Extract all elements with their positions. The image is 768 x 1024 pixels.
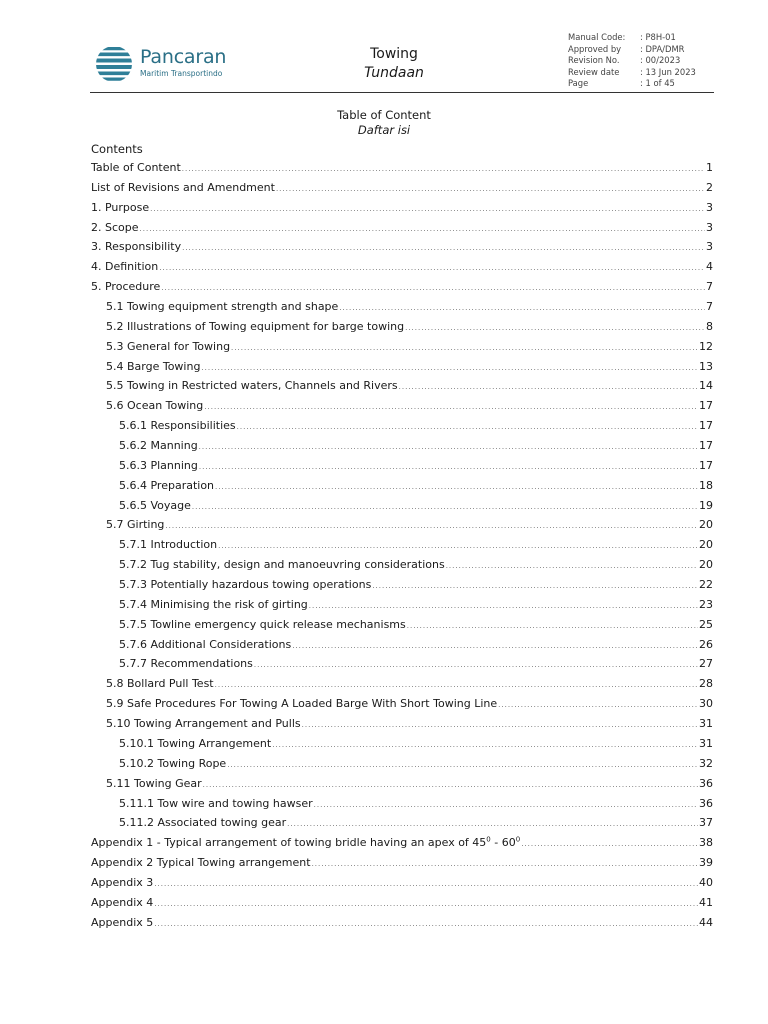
- toc-entry-text: 5.4 Barge Towing: [106, 359, 201, 373]
- toc-entry-text: 5.11.1 Tow wire and towing hawser: [119, 796, 313, 810]
- toc-entry-text: 5.7.2 Tug stability, design and manoeuvring considerations: [119, 558, 445, 572]
- toc-page-number: 17: [699, 439, 713, 453]
- toc-entry-text: 5.2 Illustrations of Towing equipment for barge towing: [106, 319, 405, 333]
- meta-value: : 13 Jun 2023: [640, 66, 696, 77]
- toc-entry[interactable]: [91, 317, 713, 337]
- toc-entry[interactable]: [91, 237, 713, 257]
- toc-entry[interactable]: [91, 416, 713, 436]
- toc-dot-leader: [399, 378, 698, 398]
- toc-heading: [0, 108, 768, 138]
- toc-page-number: 20: [699, 518, 713, 532]
- toc-dot-leader: [227, 756, 698, 776]
- toc-entry-text: 5.6.4 Preparation: [119, 478, 215, 492]
- toc-dot-leader: [154, 915, 698, 935]
- toc-dot-leader: [199, 458, 698, 478]
- toc-entry-text: 5.10.1 Towing Arrangement: [119, 736, 272, 750]
- toc-entry[interactable]: [91, 535, 713, 555]
- toc-page-number: 31: [699, 717, 713, 731]
- toc-page-number: 44: [699, 915, 713, 929]
- toc-entry[interactable]: [91, 774, 713, 794]
- toc-dot-leader: [199, 438, 698, 458]
- toc-entry[interactable]: [91, 654, 713, 674]
- toc-entry-text: 5.6.3 Planning: [119, 458, 198, 472]
- toc-dot-leader: [182, 239, 705, 259]
- toc-entry[interactable]: [91, 794, 713, 814]
- toc-page-number: 2: [706, 180, 713, 194]
- toc-entry[interactable]: [91, 178, 713, 198]
- toc-entry-text: 2. Scope: [91, 220, 139, 234]
- globe-icon: [94, 44, 134, 84]
- toc-entry-text: 5.6 Ocean Towing: [106, 399, 204, 413]
- toc-page-number: 1: [706, 161, 713, 174]
- toc-page-number: 38: [699, 836, 713, 850]
- toc-dot-leader: [140, 220, 705, 240]
- toc-entry[interactable]: [91, 813, 713, 833]
- toc-dot-leader: [231, 339, 698, 359]
- toc-entry[interactable]: [91, 674, 713, 694]
- toc-page-number: 17: [699, 399, 713, 413]
- toc-dot-leader: [292, 637, 698, 657]
- toc-page-number: 12: [699, 339, 713, 353]
- meta-value: : DPA/DMR: [640, 43, 685, 54]
- toc-entry[interactable]: [91, 714, 713, 734]
- toc-entry-text: 5.7.1 Introduction: [119, 538, 218, 552]
- toc-page-number: 37: [699, 816, 713, 830]
- toc-dot-leader: [405, 319, 705, 339]
- toc-entry-text: Appendix 1 - Typical arrangement of towing bridle having an apex of $45^0 - 60^0$: [91, 835, 521, 850]
- toc-entry[interactable]: [91, 456, 713, 476]
- toc-heading-title: Table of Content: [337, 108, 431, 122]
- toc-entry[interactable]: [91, 277, 713, 297]
- toc-page-number: 17: [699, 458, 713, 472]
- toc-entry[interactable]: [91, 635, 713, 655]
- toc-page-number: 40: [699, 875, 713, 889]
- meta-row: [568, 32, 696, 44]
- toc-dot-leader: [154, 875, 698, 895]
- toc-page-number: 19: [699, 498, 713, 512]
- meta-row: [568, 44, 696, 56]
- toc-page-number: 27: [699, 657, 713, 671]
- toc-dot-leader: [498, 696, 698, 716]
- toc-entry[interactable]: [91, 436, 713, 456]
- toc-page-number: 20: [699, 538, 713, 552]
- toc-page-number: 31: [699, 736, 713, 750]
- meta-value: : 1 of 45: [640, 78, 675, 88]
- meta-row: [568, 78, 696, 90]
- toc-page-number: 3: [706, 200, 713, 214]
- toc-entry-text: Appendix 4: [91, 895, 154, 909]
- toc-entry[interactable]: [91, 595, 713, 615]
- toc-page-number: 3: [706, 240, 713, 254]
- toc-dot-leader: [314, 796, 698, 816]
- toc-entry[interactable]: [91, 396, 713, 416]
- toc-page-number: 32: [699, 756, 713, 770]
- meta-row: [568, 67, 696, 79]
- toc-entry[interactable]: [91, 257, 713, 277]
- toc-entry[interactable]: [91, 476, 713, 496]
- toc-page-number: 8: [706, 319, 713, 333]
- contents-label: Contents: [91, 142, 143, 156]
- toc-entry-text: 5.1 Towing equipment strength and shape: [106, 300, 339, 314]
- toc-entry-text: 5.11 Towing Gear: [106, 776, 202, 790]
- meta-label: Review date: [568, 66, 620, 77]
- toc-dot-leader: [204, 398, 698, 418]
- toc-page-number: 17: [699, 419, 713, 433]
- toc-page-number: 18: [699, 478, 713, 492]
- toc-entry[interactable]: [91, 218, 713, 238]
- toc-entry[interactable]: [91, 615, 713, 635]
- toc-entry-text: List of Revisions and Amendment: [91, 180, 275, 194]
- toc-page-number: 7: [706, 300, 713, 314]
- table-of-contents: [91, 158, 713, 933]
- toc-dot-leader: [165, 517, 698, 537]
- toc-entry-text: 5.7.5 Towline emergency quick release mechanisms: [119, 617, 406, 631]
- toc-entry[interactable]: [91, 357, 713, 377]
- toc-page-number: 39: [699, 856, 713, 870]
- meta-label: Page: [568, 78, 589, 88]
- toc-entry[interactable]: [91, 496, 713, 516]
- document-title: Towing: [370, 46, 418, 62]
- document-subtitle: Tundaan: [364, 65, 424, 81]
- toc-dot-leader: [272, 736, 698, 756]
- toc-entry-text: 5.5 Towing in Restricted waters, Channels and Rivers: [106, 379, 398, 393]
- toc-page-number: 41: [699, 895, 713, 909]
- toc-entry[interactable]: [91, 555, 713, 575]
- toc-entry-text: 5.8 Bollard Pull Test: [106, 677, 214, 691]
- toc-page-number: 14: [699, 379, 713, 393]
- document-header: [90, 30, 714, 92]
- toc-entry-text: 5.9 Safe Procedures For Towing A Loaded Barge With Short Towing Line: [106, 697, 498, 711]
- toc-page-number: 22: [699, 578, 713, 592]
- toc-entry-text: 5.7.3 Potentially hazardous towing operations: [119, 578, 372, 592]
- toc-entry[interactable]: [91, 853, 713, 873]
- logo-name: Pancaran: [140, 46, 227, 68]
- toc-dot-leader: [372, 577, 698, 597]
- document-meta: [568, 32, 696, 90]
- toc-page-number: 3: [706, 220, 713, 234]
- toc-dot-leader: [302, 716, 698, 736]
- toc-entry-text: Appendix 2 Typical Towing arrangement: [91, 856, 311, 870]
- toc-entry[interactable]: [91, 297, 713, 317]
- toc-entry[interactable]: [91, 515, 713, 535]
- meta-label: Revision No.: [568, 55, 620, 65]
- toc-dot-leader: [215, 478, 698, 498]
- toc-entry-text: 5.7.6 Additional Considerations: [119, 637, 292, 651]
- toc-dot-leader: [192, 498, 698, 518]
- toc-entry[interactable]: [91, 873, 713, 893]
- toc-entry[interactable]: [91, 694, 713, 714]
- toc-entry[interactable]: [91, 913, 713, 933]
- toc-entry-text: Table of Content: [91, 161, 181, 174]
- meta-row: [568, 55, 696, 67]
- toc-page-number: 23: [699, 597, 713, 611]
- meta-value: : P8H-01: [640, 32, 676, 42]
- toc-entry-text: 5.10.2 Towing Rope: [119, 756, 227, 770]
- toc-dot-leader: [312, 855, 698, 875]
- toc-entry-text: 5.10 Towing Arrangement and Pulls: [106, 717, 301, 731]
- toc-page-number: 4: [706, 260, 713, 274]
- toc-entry[interactable]: [91, 893, 713, 913]
- toc-entry[interactable]: [91, 198, 713, 218]
- toc-entry[interactable]: [91, 337, 713, 357]
- document-title-block: [334, 44, 454, 82]
- toc-entry-text: 5.7.7 Recommendations: [119, 657, 253, 671]
- company-logo: [94, 44, 234, 84]
- toc-page-number: 7: [706, 280, 713, 294]
- toc-entry-text: 5. Procedure: [91, 280, 161, 294]
- meta-label: Approved by: [568, 43, 622, 54]
- toc-page-number: 28: [699, 677, 713, 691]
- toc-page-number: 13: [699, 359, 713, 373]
- toc-entry-text: 5.6.1 Responsibilities: [119, 419, 236, 433]
- toc-page-number: 36: [699, 796, 713, 810]
- toc-entry[interactable]: [91, 376, 713, 396]
- toc-dot-leader: [150, 200, 705, 220]
- toc-heading-subtitle: Daftar isi: [357, 123, 411, 137]
- toc-dot-leader: [521, 835, 698, 855]
- toc-dot-leader: [159, 259, 705, 279]
- toc-entry[interactable]: [91, 833, 713, 853]
- toc-entry-text: 4. Definition: [91, 260, 159, 274]
- toc-entry[interactable]: [91, 754, 713, 774]
- toc-entry-text: Appendix 5: [91, 915, 154, 929]
- toc-entry-text: 5.6.5 Voyage: [119, 498, 191, 512]
- toc-page-number: 36: [699, 776, 713, 790]
- meta-value: : 00/2023: [640, 55, 681, 65]
- toc-entry-text: 5.7 Girting: [106, 518, 165, 532]
- toc-entry-text: 5.11.2 Associated towing gear: [119, 816, 287, 830]
- toc-page-number: 20: [699, 558, 713, 572]
- toc-entry[interactable]: [91, 158, 713, 178]
- toc-page-number: 25: [699, 617, 713, 631]
- meta-label: Manual Code:: [568, 32, 626, 42]
- toc-page-number: 26: [699, 637, 713, 651]
- toc-dot-leader: [254, 656, 698, 676]
- logo-subtitle: Maritim Transportindo: [140, 69, 223, 78]
- toc-dot-leader: [276, 180, 705, 200]
- toc-dot-leader: [446, 557, 698, 577]
- toc-entry-text: 1. Purpose: [91, 200, 150, 214]
- toc-entry-text: 5.6.2 Manning: [119, 439, 198, 453]
- toc-entry-text: Appendix 3: [91, 875, 154, 889]
- toc-entry-text: 5.7.4 Minimising the risk of girting: [119, 597, 308, 611]
- toc-entry[interactable]: [91, 734, 713, 754]
- toc-dot-leader: [407, 617, 698, 637]
- toc-entry-text: 5.3 General for Towing: [106, 339, 231, 353]
- toc-entry[interactable]: [91, 575, 713, 595]
- toc-dot-leader: [237, 418, 698, 438]
- toc-page-number: 30: [699, 697, 713, 711]
- header-divider: [90, 92, 714, 93]
- toc-entry-text: 3. Responsibility: [91, 240, 182, 254]
- toc-dot-leader: [154, 895, 698, 915]
